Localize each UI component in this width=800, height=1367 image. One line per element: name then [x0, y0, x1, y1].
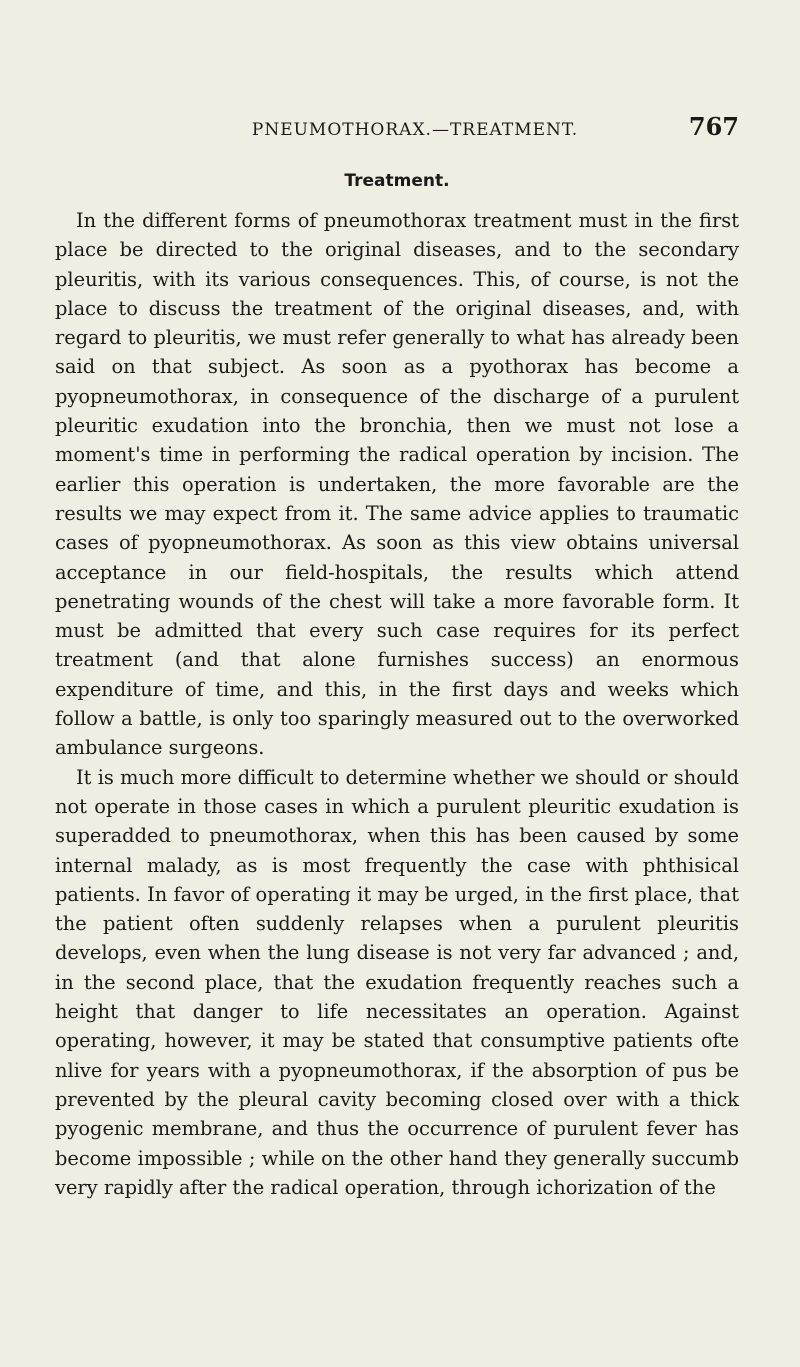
running-head: [55, 112, 739, 148]
page-number: 767: [688, 112, 739, 141]
running-title: PNEUMOTHORAX.—TREATMENT.: [251, 120, 579, 140]
body-paragraph: In the different forms of pneumothorax treatment must in the first place be directed to the original diseases, and to the secondary pleuritis, with its various consequences. This, of course, is not the place to discuss the treatment of the original diseases, and, with regard to pleuritis, we must refer generally to what has already been said on that subject. As soon as a pyothorax has become a pyopneumothorax, in consequence of the discharge of a purulent pleuritic exudation into the bronchia, then we must not lose a moment's time in performing the radical operation by incision. The earlier this operation is undertaken, the more favorable are the results we may expect from it. The same advice applies to traumatic cases of pyopneumothorax. As soon as this view obtains universal acceptance in our field-hospitals, the results which attend penetrating wounds of the chest will take a more favorable form. It must be admitted that every such case requires for its perfect treatment (and that alone furnishes success) an enormous expenditure of time, and this, in the first days and weeks which follow a battle, is only too sparingly measured out to the overworked ambulance surgeons.: [55, 209, 739, 760]
book-page: [55, 112, 739, 1202]
body-paragraph: It is much more difficult to determine whether we should or should not operate in those cases in which a purulent pleuritic exudation is superadded to pneumothorax, when this has been caused by some internal malady, as is most frequently the case with phthisical patients. In favor of operating it may be urged, in the first place, that the patient often suddenly relapses when a purulent pleuritis develops, even when the lung disease is not very far advanced ; and, in the second place, that the exudation frequently reaches such a height that danger to life necessitates an operation. Against operating, however, it may be stated that consumptive patients ofte nlive for years with a pyopneumothorax, if the absorption of pus be prevented by the pleural cavity becoming closed over with a thick pyogenic membrane, and thus the occurrence of purulent fever has become impossible ; while on the other hand they generally succumb very rapidly after the radical operation, through ichorization of the: [55, 765, 739, 1199]
section-heading: Treatment.: [344, 171, 450, 191]
